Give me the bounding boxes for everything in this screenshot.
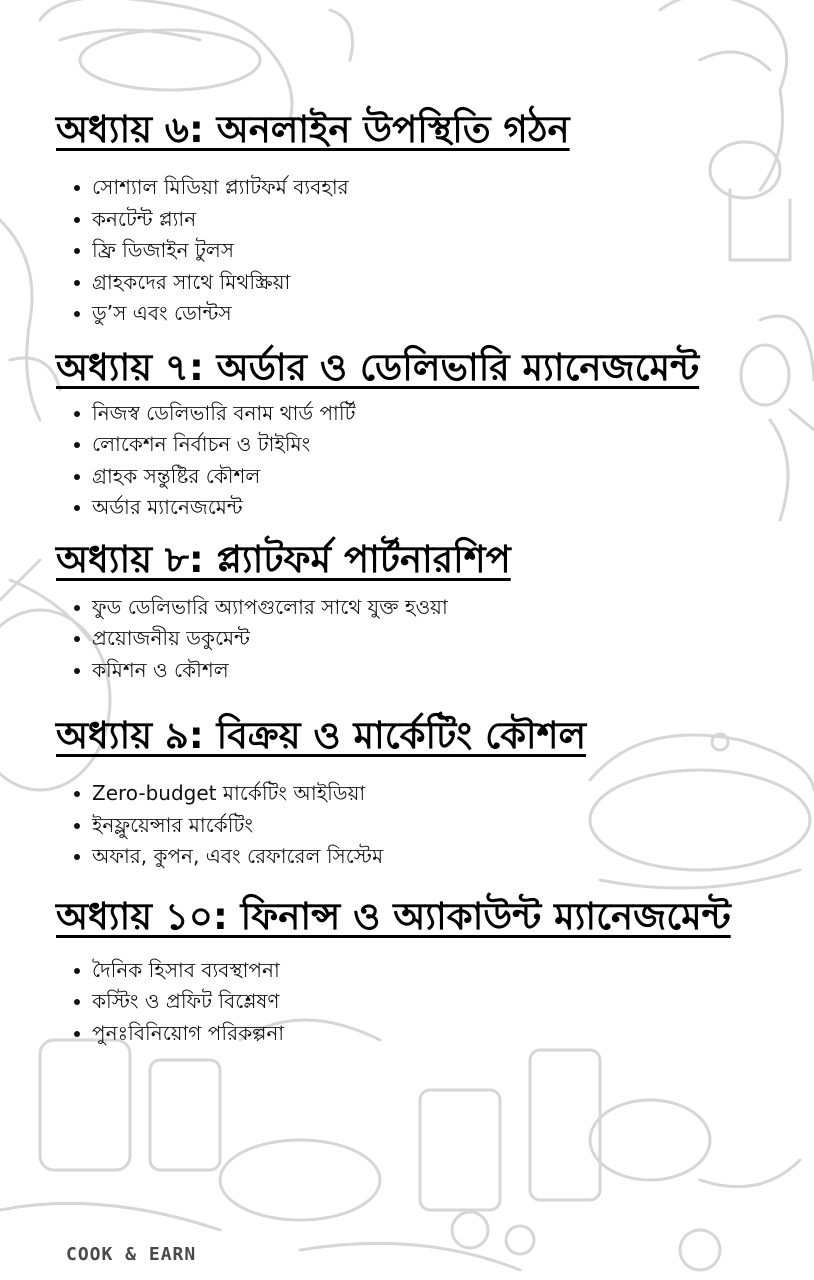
brand-logo-text: COOK & EARN — [66, 1244, 197, 1265]
table-of-contents — [56, 100, 776, 1049]
chapter-topic-list — [56, 172, 776, 330]
list-item: অর্ডার ম্যানেজমেন্ট — [92, 492, 776, 524]
chapter-title: অধ্যায় ৬: অনলাইন উপস্থিতি গঠন — [56, 108, 570, 151]
list-item: গ্রাহক সন্তুষ্টির কৌশল — [92, 461, 776, 493]
chapter-title: অধ্যায় ৭: অর্ডার ও ডেলিভারি ম্যানেজমেন্ট — [56, 345, 700, 389]
chapter-6-section — [56, 100, 776, 330]
list-item: প্রয়োজনীয় ডকুমেন্ট — [92, 623, 776, 655]
list-item: ফুড ডেলিভারি অ্যাপগুলোর সাথে যুক্ত হওয়া — [92, 592, 776, 624]
list-item: অফার, কুপন, এবং রেফারেল সিস্টেম — [92, 841, 776, 873]
list-item: কস্টিং ও প্রফিট বিশ্লেষণ — [92, 986, 776, 1018]
chapter-topic-list — [56, 398, 776, 524]
list-item: পুনঃবিনিয়োগ পরিকল্পনা — [92, 1018, 776, 1050]
chapter-title: অধ্যায় ৮: প্ল্যাটফর্ম পার্টনারশিপ — [56, 537, 511, 581]
list-item: নিজস্ব ডেলিভারি বনাম থার্ড পার্টি — [92, 398, 776, 430]
chapter-10-section — [56, 887, 776, 1050]
list-item: দৈনিক হিসাব ব্যবস্থাপনা — [92, 955, 776, 987]
chapter-7-section — [56, 338, 776, 524]
list-item: ইনফ্লুয়েন্সার মার্কেটিং — [92, 810, 776, 842]
chapter-topic-list — [56, 592, 776, 687]
list-item: ডু’স এবং ডোন্টস — [92, 298, 776, 330]
list-item: Zero-budget মার্কেটিং আইডিয়া — [92, 778, 776, 810]
list-item: কমিশন ও কৌশল — [92, 655, 776, 687]
chapter-topic-list — [56, 955, 776, 1050]
list-item: কনটেন্ট প্ল্যান — [92, 204, 776, 236]
list-item: গ্রাহকদের সাথে মিথস্ক্রিয়া — [92, 267, 776, 299]
chapter-8-section — [56, 530, 776, 687]
list-item: লোকেশন নির্বাচন ও টাইমিং — [92, 429, 776, 461]
chapter-9-section — [56, 706, 776, 873]
list-item: ফ্রি ডিজাইন টুলস — [92, 235, 776, 267]
chapter-topic-list — [56, 778, 776, 873]
chapter-title: অধ্যায় ১০: ফিনান্স ও অ্যাকাউন্ট ম্যানেজমেন্ট — [56, 894, 731, 938]
chapter-title: অধ্যায় ৯: বিক্রয় ও মার্কেটিং কৌশল — [56, 714, 587, 757]
list-item: সোশ্যাল মিডিয়া প্ল্যাটফর্ম ব্যবহার — [92, 172, 776, 204]
